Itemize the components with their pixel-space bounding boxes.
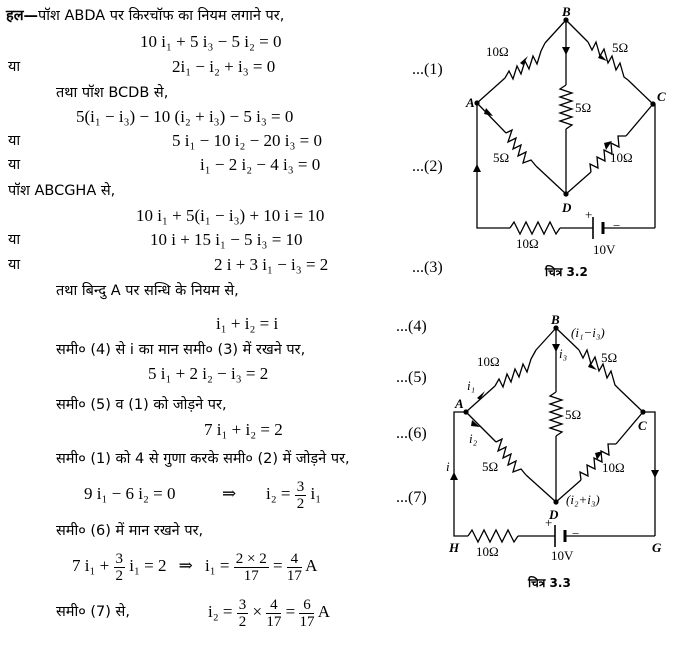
fraction-numerator: 3 xyxy=(296,478,305,495)
fraction-denominator: 17 xyxy=(243,567,259,584)
node-label-a: A xyxy=(455,396,464,411)
ya-4: या xyxy=(8,232,21,248)
current-label-bc: (i₁−i₃) xyxy=(571,325,605,340)
ya-2: या xyxy=(8,133,21,149)
eq-6: 7 i₁ + i₂ = 2 xyxy=(204,420,283,439)
eq-number-3: ...(3) xyxy=(412,259,443,276)
label-r-bottom: 10Ω xyxy=(516,236,539,251)
resistor-bd xyxy=(550,392,562,436)
loop-bcdb-intro: तथा पॉश BCDB से, xyxy=(56,85,169,101)
label-r-ab: 10Ω xyxy=(477,354,500,369)
fraction-numerator: 2 × 2 xyxy=(235,550,267,567)
eq-7b-tail: i₁ xyxy=(310,484,322,503)
ya-5: या xyxy=(8,257,21,273)
fraction-numerator: 4 xyxy=(266,597,281,614)
fraction-denominator: 2 xyxy=(115,567,123,584)
loop-abcgha-intro: पॉश ABCGHA से, xyxy=(8,183,116,199)
node-label-b: B xyxy=(551,312,560,327)
current-label-i: i xyxy=(446,459,450,474)
eq-8-lhs: 7 i₁ + xyxy=(72,556,110,575)
label-r-bottom: 10Ω xyxy=(476,544,499,559)
eq-3a: 10 i₁ + 5(i₁ − i₃) + 10 i = 10 xyxy=(136,206,325,225)
battery-plus: + xyxy=(585,207,593,222)
substitute-6-intro: समी० (6) में मान रखने पर, xyxy=(56,523,204,539)
caption-fig-3-2: चित्र 3.2 xyxy=(545,265,588,279)
unit-ampere: A xyxy=(317,602,331,621)
equals-sign: = xyxy=(272,556,283,575)
from-eq7-intro: समी० (7) से, xyxy=(56,604,130,620)
junction-a-intro: तथा बिन्दु A पर सन्धि के नियम से, xyxy=(56,283,239,299)
resistor-bottom xyxy=(468,530,518,542)
fraction-numerator: 6 xyxy=(299,597,314,614)
eq-2c: i₁ − 2 i₂ − 4 i₃ = 0 xyxy=(200,155,321,174)
fraction-denominator: 17 xyxy=(299,613,315,630)
node-label-g: G xyxy=(652,540,662,555)
node-label-c: C xyxy=(638,418,647,433)
eq-9-lhs: i₂ = xyxy=(208,602,233,621)
solution-label: हल— xyxy=(6,8,39,24)
implies-arrow-7: ⇒ xyxy=(222,484,237,503)
eq-3b: 10 i + 15 i₁ − 5 i₃ = 10 xyxy=(150,230,303,249)
current-label-i3: i₃ xyxy=(559,346,568,361)
eq-3c: 2 i + 3 i₁ − i₃ = 2 xyxy=(214,255,329,274)
fraction-numerator: 4 xyxy=(287,551,302,568)
implies-arrow-8: ⇒ xyxy=(178,556,193,575)
fraction-denominator: 17 xyxy=(266,613,282,630)
loop-abda-intro: पॉश ABDA पर किरचॉफ का नियम लगाने पर, xyxy=(38,8,285,24)
times-sign: × xyxy=(252,602,263,621)
arrow-icon xyxy=(588,363,597,370)
current-label-i2: i₂ xyxy=(469,431,478,446)
node-label-c: C xyxy=(657,89,666,104)
eq-number-6: ...(6) xyxy=(396,425,427,442)
unit-ampere: A xyxy=(305,556,318,575)
label-battery: 10V xyxy=(593,242,616,257)
label-r-ad: 5Ω xyxy=(482,459,499,474)
eq-4: i₁ + i₂ = i xyxy=(216,314,279,333)
label-r-bd: 5Ω xyxy=(565,407,582,422)
eq-7a: 9 i₁ − 6 i₂ = 0 xyxy=(84,484,176,503)
resistor-ad xyxy=(496,439,526,475)
eq-2a: 5(i₁ − i₃) − 10 (i₂ + i₃) − 5 i₃ = 0 xyxy=(76,107,294,126)
eq-number-4: ...(4) xyxy=(396,318,427,335)
label-r-ad: 5Ω xyxy=(493,150,510,165)
battery-plus: + xyxy=(545,515,553,530)
eq-1a: 10 i₁ + 5 i₃ − 5 i₂ = 0 xyxy=(140,32,282,51)
label-r-dc: 10Ω xyxy=(610,150,633,165)
node-label-d: D xyxy=(562,200,572,215)
caption-fig-3-3: चित्र 3.3 xyxy=(528,576,571,590)
label-r-bc: 5Ω xyxy=(612,40,629,55)
ya-1: या xyxy=(8,59,21,75)
fraction-denominator: 2 xyxy=(238,613,247,630)
node-label-a: A xyxy=(466,95,475,110)
resistor-ab xyxy=(495,350,536,387)
eq-5: 5 i₁ + 2 i₂ − i₃ = 2 xyxy=(148,364,269,383)
eq-number-7: ...(7) xyxy=(396,489,427,506)
label-r-dc: 10Ω xyxy=(602,460,625,475)
eq-number-2: ...(2) xyxy=(412,158,443,175)
node-label-b: B xyxy=(562,4,571,19)
add-5-1-intro: समी० (5) व (1) को जोड़ने पर, xyxy=(56,397,227,413)
substitute-i-intro: समी० (4) से i का मान समी० (3) में रखने पर, xyxy=(56,342,306,358)
current-label-dc: (i₂+i₃) xyxy=(566,492,600,507)
eq-number-1: ...(1) xyxy=(412,61,443,78)
eq-8-mid: i₁ = 2 xyxy=(129,556,167,575)
fraction-numerator: 3 xyxy=(238,596,247,613)
label-r-ab: 10Ω xyxy=(486,44,509,59)
arrow-icon xyxy=(651,470,659,478)
eq-1b: 2i₁ − i₂ + i₃ = 0 xyxy=(172,57,276,76)
node-label-h: H xyxy=(449,540,460,555)
eq-8-result-lhs: i₁ = xyxy=(205,556,230,575)
current-label-i1: i₁ xyxy=(467,378,476,393)
eq-7b-lhs: i₂ = xyxy=(266,484,291,503)
battery-minus: − xyxy=(613,218,621,233)
eq-2b: 5 i₁ − 10 i₂ − 20 i₃ = 0 xyxy=(172,131,322,150)
arrow-icon xyxy=(450,472,458,480)
label-battery: 10V xyxy=(551,548,574,563)
ya-3: या xyxy=(8,157,21,173)
multiply-add-intro: समी० (1) को 4 से गुणा करके समी० (2) में जोड़ने पर, xyxy=(56,451,350,467)
fraction-numerator: 3 xyxy=(115,550,123,567)
battery-minus: − xyxy=(572,526,580,541)
equals-sign: = xyxy=(285,602,296,621)
label-r-bc: 5Ω xyxy=(601,350,618,365)
label-r-bd: 5Ω xyxy=(575,100,592,115)
node-label-d: D xyxy=(549,507,559,522)
eq-number-5: ...(5) xyxy=(396,369,427,386)
fraction-denominator: 2 xyxy=(296,495,305,512)
fraction-denominator: 17 xyxy=(286,567,302,584)
